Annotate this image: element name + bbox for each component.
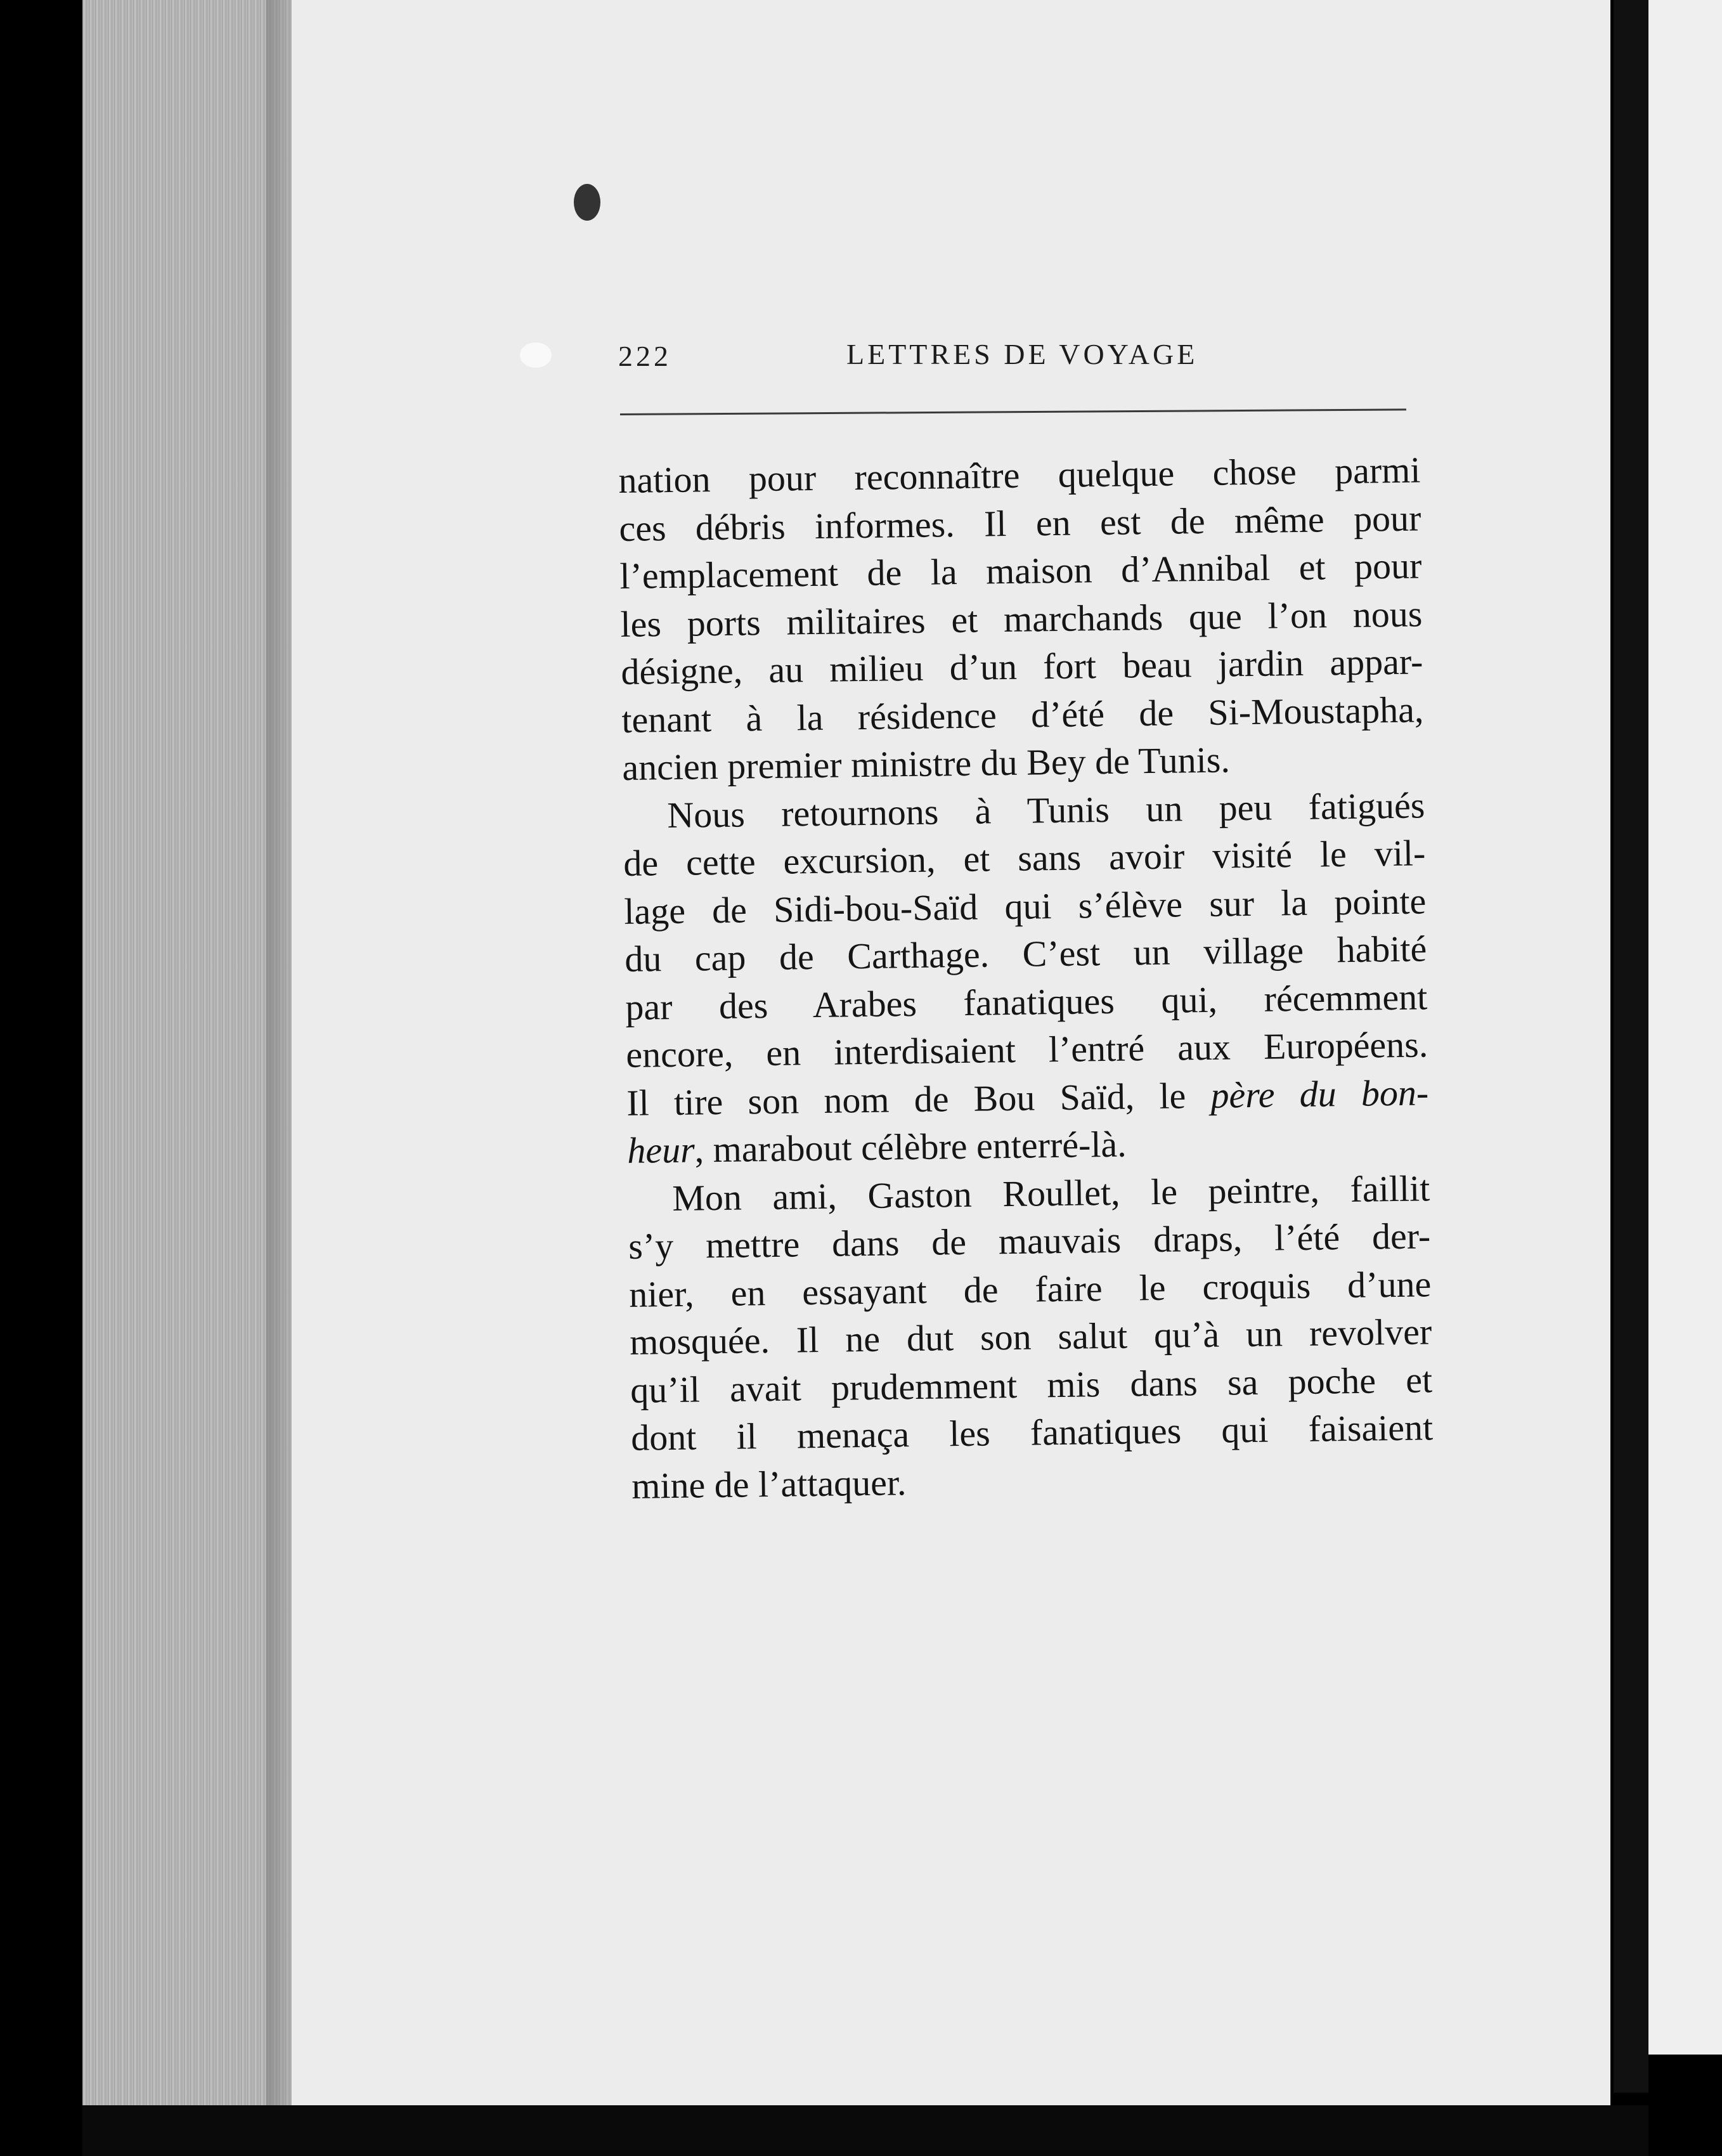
facing-page-edge bbox=[1648, 0, 1722, 2055]
running-title: LETTRES DE VOYAGE bbox=[846, 338, 1198, 370]
paper-spot bbox=[520, 342, 552, 368]
text-line: tenant à la résidence d’été de Si-Moustapha, bbox=[621, 688, 1424, 741]
page-gutter bbox=[1614, 0, 1648, 2093]
text-segment: Il tire son nom de Bou Saïd, le bbox=[626, 1074, 1211, 1124]
page-number: 222 bbox=[618, 340, 671, 372]
page-stack-edge bbox=[82, 0, 292, 2105]
text-line: par des Arabes fanatiques qui, récemment bbox=[625, 975, 1428, 1028]
text-line: dont il menaça les fanatiques qui faisaient bbox=[630, 1406, 1434, 1458]
text-line: nation pour reconnaître quelque chose parmi bbox=[618, 449, 1421, 501]
italic-phrase: père du bon- bbox=[1210, 1071, 1429, 1116]
text-line: l’emplacement de la maison d’Annibal et pour bbox=[619, 545, 1422, 597]
text-line: lage de Sidi-bou-Saïd qui s’élève sur la pointe bbox=[623, 880, 1427, 932]
italic-phrase: heur bbox=[626, 1129, 696, 1171]
text-line: de cette excursion, et sans avoir visité le vil- bbox=[623, 832, 1426, 884]
text-line: les ports militaires et marchands que l’on nous bbox=[620, 592, 1423, 645]
text-line: ces débris informes. Il en est de même pour bbox=[619, 497, 1421, 549]
ink-blot bbox=[574, 184, 600, 221]
text-line: Nous retournons à Tunis un peu fatigués bbox=[666, 784, 1425, 836]
scan-border bbox=[82, 2105, 1648, 2156]
text-line: encore, en interdisaient l’entré aux Européens. bbox=[625, 1023, 1428, 1075]
text-line: mosquée. Il ne dut son salut qu’à un revolver bbox=[629, 1311, 1432, 1363]
text-line: ancien premier ministre du Bey de Tunis. bbox=[621, 739, 1231, 788]
text-line: nier, en essayant de faire le croquis d’une bbox=[628, 1263, 1432, 1315]
text-line: du cap de Carthage. C’est un village habité bbox=[624, 928, 1427, 980]
body-text bbox=[618, 446, 1434, 1509]
text-line: mine de l’attaquer. bbox=[631, 1461, 907, 1507]
text-line: qu’il avait prudemment mis dans sa poche et bbox=[630, 1358, 1433, 1411]
text-line: désigne, au milieu d’un fort beau jardin appar- bbox=[621, 640, 1423, 692]
text-line: Mon ami, Gaston Roullet, le peintre, faillit bbox=[671, 1167, 1430, 1219]
text-line: s’y mettre dans de mauvais draps, l’été der- bbox=[628, 1215, 1431, 1267]
text-segment: , marabout célèbre enterré-là. bbox=[694, 1123, 1127, 1171]
